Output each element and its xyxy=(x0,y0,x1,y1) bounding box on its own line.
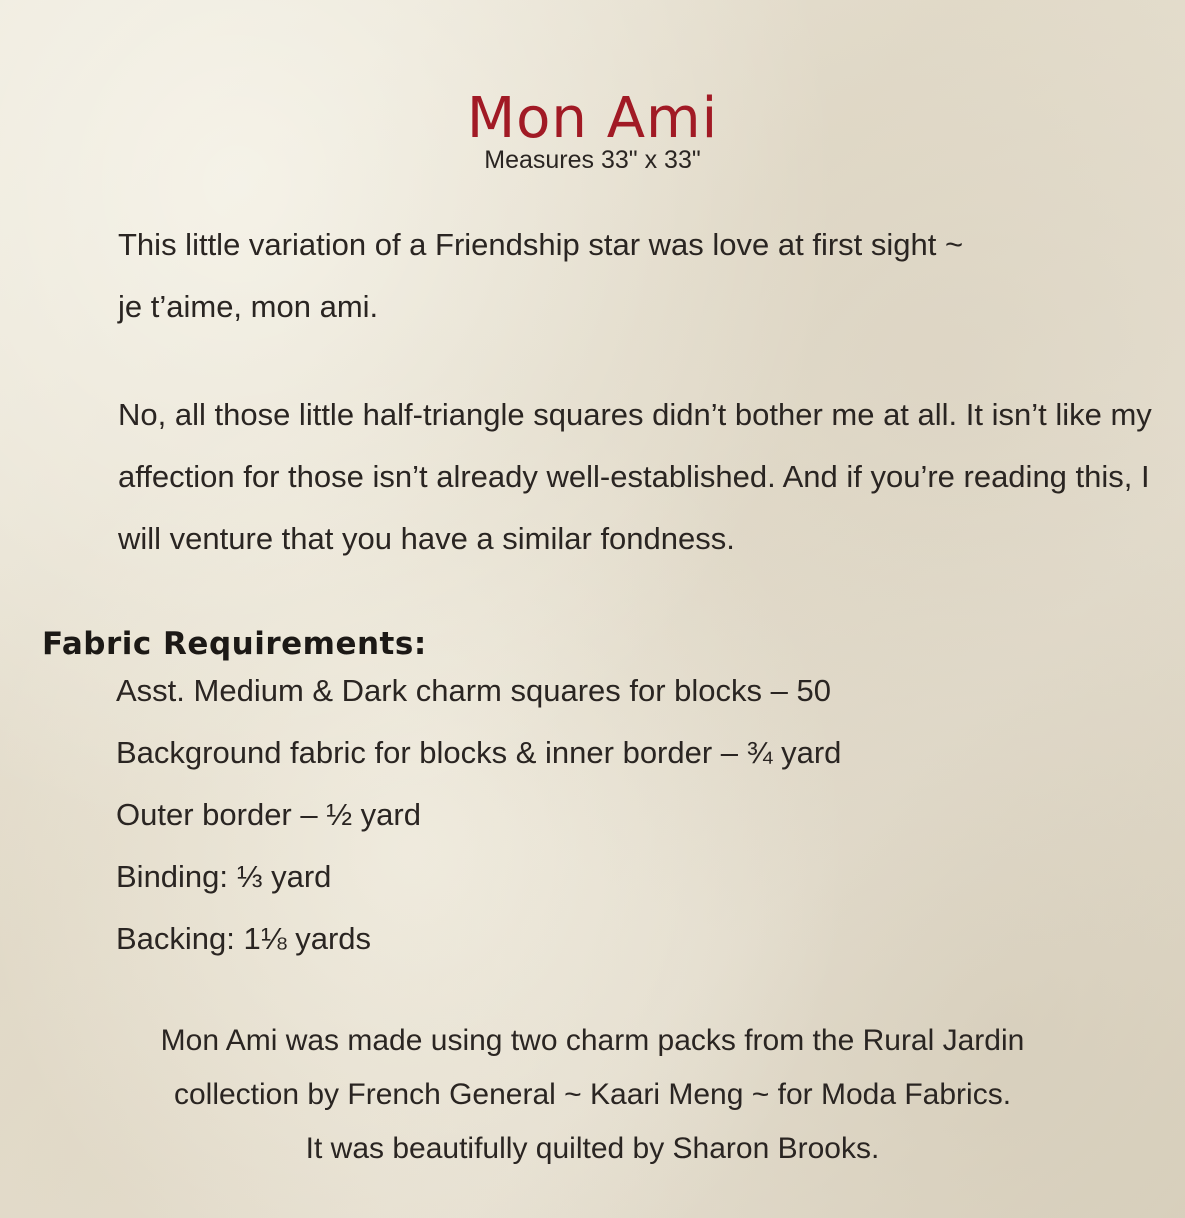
body-line-2: affection for those isn’t already well-established. And if you’re reading this, I xyxy=(118,459,1150,494)
list-item: Background fabric for blocks & inner border – ¾ yard xyxy=(116,735,842,770)
list-item: Backing: 1⅛ yards xyxy=(116,921,372,956)
intro-paragraph xyxy=(118,214,1158,338)
body-line-1: No, all those little half-triangle squares didn’t bother me at all. It isn’t like my xyxy=(118,397,1152,432)
list-item: Outer border – ½ yard xyxy=(116,797,421,832)
credits-line-1: Mon Ami was made using two charm packs from the Rural Jardin xyxy=(160,1024,1025,1057)
intro-line-2: je t’aime, mon ami. xyxy=(118,289,379,324)
body-paragraph xyxy=(118,384,1158,570)
list-item: Binding: ⅓ yard xyxy=(116,859,332,894)
body-line-3: will venture that you have a similar fondness. xyxy=(118,521,735,556)
intro-line-1: This little variation of a Friendship star was love at first sight ~ xyxy=(118,227,964,262)
fabric-requirements-list xyxy=(116,660,841,970)
credits-note xyxy=(0,1014,1185,1176)
page-title: Mon Ami xyxy=(466,85,719,151)
quilt-dimensions: Measures 33" x 33" xyxy=(484,146,701,174)
credits-line-3: It was beautifully quilted by Sharon Brooks. xyxy=(305,1132,880,1165)
credits-line-2: collection by French General ~ Kaari Meng ~ for Moda Fabrics. xyxy=(173,1078,1012,1111)
list-item: Asst. Medium & Dark charm squares for blocks – 50 xyxy=(116,673,831,708)
fabric-requirements-heading: Fabric Requirements: xyxy=(42,625,427,662)
